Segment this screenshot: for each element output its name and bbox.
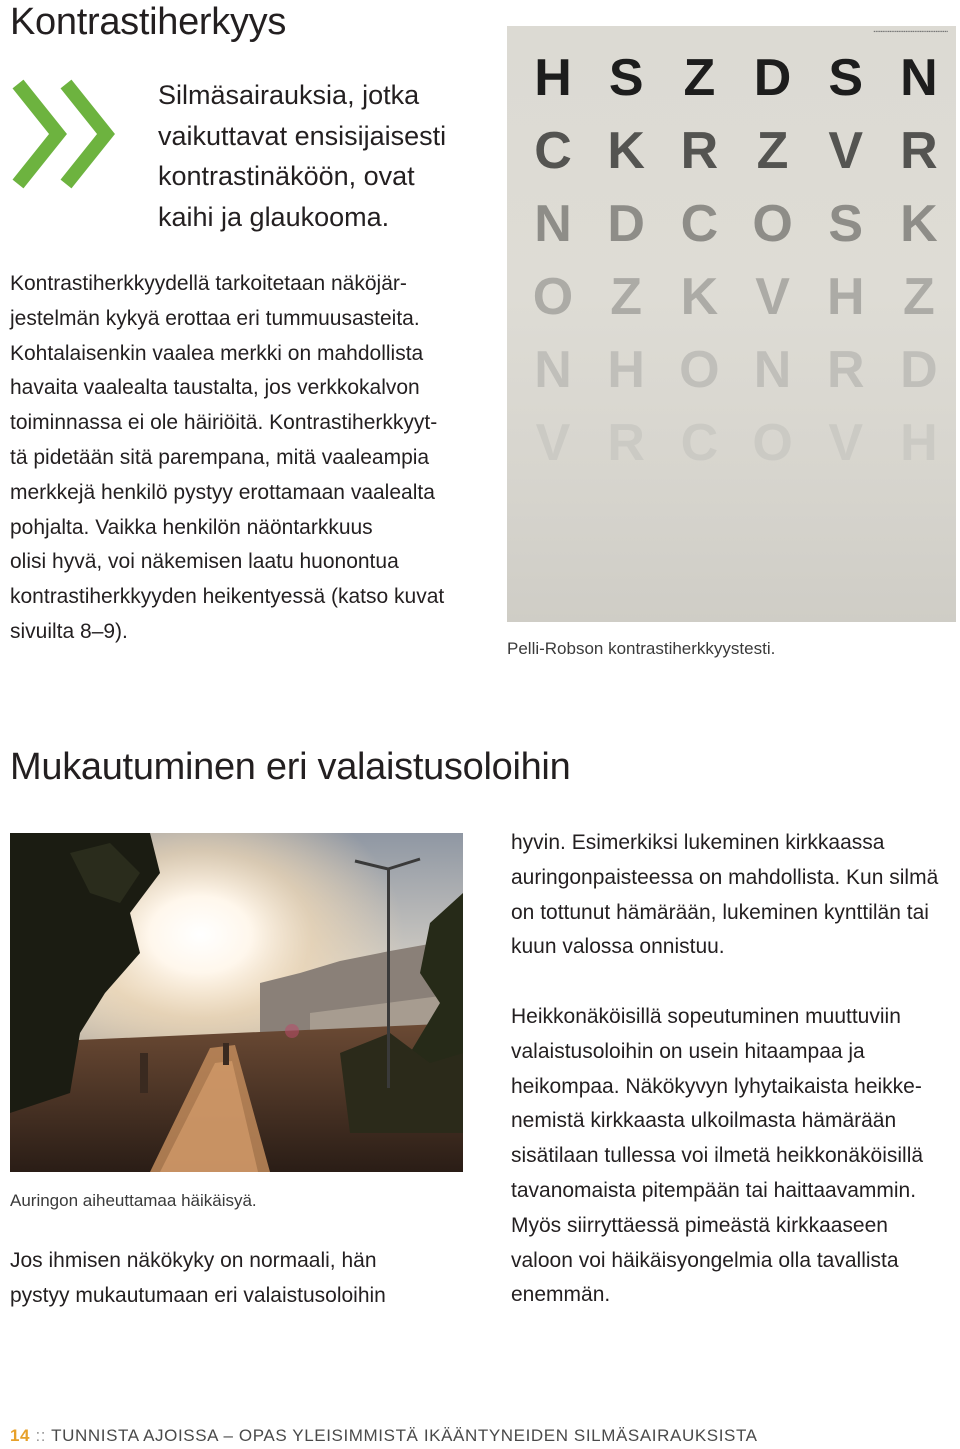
chart-row (521, 195, 951, 253)
chart-letter: S (608, 49, 644, 107)
chart-letter: R (607, 414, 645, 472)
chart-letter: V (828, 122, 864, 180)
chart-letter: O (752, 195, 793, 253)
chart-letter: S (828, 195, 864, 253)
section-heading-kontrastiherkkyys: Kontrastiherkyys (10, 1, 287, 43)
chart-letter: C (534, 122, 572, 180)
chart-letter: N (534, 195, 572, 253)
chart-letter: N (534, 341, 572, 399)
chart-letter: V (828, 414, 864, 472)
photo-caption: Auringon aiheuttamaa häikäisyä. (10, 1191, 257, 1210)
chart-letter: Z (756, 122, 789, 180)
chart-letter: O (679, 341, 720, 399)
chart-letter: D (753, 49, 792, 107)
chart-letter: D (900, 341, 938, 399)
pullquote: Silmäsairauksia, jotka vaikuttavat ensisijaisesti kontrastinäköön, ovat kaihi ja glaukooma. (158, 80, 447, 232)
chart-row (521, 122, 951, 180)
chart-letter: V (755, 268, 790, 326)
chart-caption: Pelli-Robson kontrastiherkkyystesti. (507, 639, 776, 658)
chart-letter: N (900, 49, 938, 107)
chart-letter: C (680, 195, 719, 253)
chart-letter: V (535, 414, 571, 472)
pelli-robson-chart-image (507, 26, 956, 622)
chart-letter: Z (610, 268, 643, 326)
section-heading-mukautuminen: Mukautuminen eri valaistusoloihin (10, 746, 571, 788)
chart-letter: O (532, 268, 574, 326)
body-text-right-1: hyvin. Esimerkiksi lukeminen kirkkaassa auringonpaisteessa on mahdollista. Kun silmä on tottunut hämärään, lukeminen kynttilän tai kuun valossa onnistuu. (511, 831, 939, 959)
footer-separator: :: (35, 1426, 47, 1445)
sun-glare-photo (10, 833, 463, 1172)
page-number: 14 (10, 1426, 31, 1445)
footer-title: TUNNISTA AJOISSA – OPAS YLEISIMMISTÄ IKÄÄNTYNEIDEN SILMÄSAIRAUKSISTA (51, 1426, 758, 1445)
chart-row (521, 414, 951, 472)
chart-letter: S (828, 49, 864, 107)
chart-letter: O (752, 414, 793, 472)
double-chevron-icon (10, 78, 116, 190)
chart-letter: D (607, 195, 645, 253)
chart-letter: H (826, 268, 865, 326)
chart-letter: Z (903, 268, 935, 326)
chart-letter: Z (683, 49, 716, 107)
chart-letter: K (680, 268, 719, 326)
body-text-left: Jos ihmisen näkökyky on normaali, hän pystyy mukautumaan eri valaistusoloihin (10, 1249, 386, 1307)
body-text-contrast: Kontrastiherkkyydellä tarkoitetaan näköjär- jestelmän kykyä erottaa eri tummuusasteita. Kohtalaisenkin vaalea merkki on mahdollista havaita vaalealta taustalta, jos verkkokalvon toiminnassa ei ole häiriöitä. Kontrastiherkkyyt- tä pidetään sitä parempana, mitä vaaleampia merkkejä henkilö pystyy erottamaan vaalealta pohjalta. Vaikka henkilön näöntarkkuus olisi hyvä, voi näkemisen laatu huonontua kontrastiherkkyyden heikentyessä (katso kuvat sivuilta 8–9). (10, 272, 445, 643)
chart-letter: R (826, 341, 865, 399)
page-footer (10, 1425, 758, 1447)
chart-letter: H (900, 414, 938, 472)
chart-row (521, 268, 951, 326)
chart-letter: N (753, 341, 792, 399)
chart-letter: K (607, 122, 645, 180)
chart-letter: R (680, 122, 719, 180)
chart-letter: H (607, 341, 645, 399)
chart-row (521, 49, 951, 107)
body-text-right-2: Heikkonäköisillä sopeutuminen muuttuviin valaistusoloihin on usein hitaampaa ja heikompaa. Näkökyvyn lyhytaikaista heikke- nemistä kirkkaasta ulkoilmasta hämärään sisätilaan tullessa voi ilmetä heikkonäköisillä tavanomaista pitempään tai haittaavammin. Myös siirryttäessä pimeästä kirkkaaseen valoon voi häikäisyongelmia olla tavallista enemmän. (511, 1005, 924, 1307)
chart-letter: K (900, 195, 938, 253)
chart-row (521, 341, 951, 399)
chart-letter: C (680, 414, 719, 472)
chart-letter: H (534, 49, 572, 107)
chart-header-fineprint: ▪▪▪▪▪▪▪▪▪▪▪▪▪▪▪▪▪▪▪▪▪▪▪▪▪▪▪▪▪▪▪▪▪▪▪▪▪▪▪▪▪▪ (873, 29, 948, 35)
chart-letter: R (900, 122, 938, 180)
